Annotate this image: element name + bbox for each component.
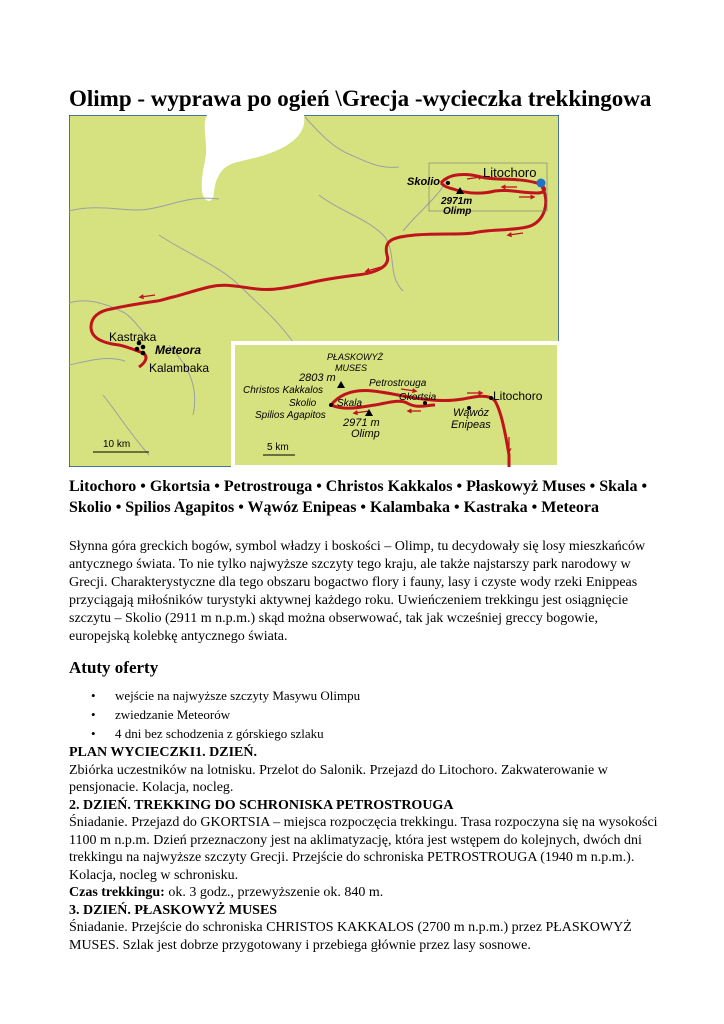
intro-paragraph: Słynna góra greckich bogów, symbol władzy i boskości – Olimp, tu decydowały się losy mieszkańców antycznego świata. To nie tylko najwyższe szczyty tego kraju, ale także najstarszy park narodowy w Grecji. Charakterystyczne dla tego obszaru bogactwo flory i fauny, lasy i czyste wody rzeki Enippeas przyciągają miłośników turystyki aktywnej każdego roku. Uwieńczeniem trekkingu jest osiągnięcie szczytu – Skolio (2911 m n.p.m.) skąd można obserwować, tak jak wcześniej greccy bogowie, europejską kolebkę antycznego świata.: [69, 539, 646, 644]
inset-label-olimp: Olimp: [351, 428, 380, 440]
inset-label-skolio: Skolio: [289, 398, 317, 409]
route-stops-heading: Litochoro • Gkortsia • Petrostrouga • Christos Kakkalos • Płaskowyż Muses • Skala • Skolio • Spilios Agapitos • Wąwóz Enipeas • Kalambaka • Kastraka • Meteora: [69, 478, 648, 516]
label-kalambaka: Kalambaka: [149, 361, 210, 375]
label-skolio: Skolio: [407, 176, 441, 188]
list-item: • zwiedzanie Meteorów: [91, 707, 231, 722]
skolio-dot: [446, 181, 450, 185]
inset-label-petrostrouga: Petrostrouga: [369, 378, 427, 389]
inset-map: [233, 343, 559, 467]
route-map: [69, 115, 559, 467]
scale-label-inset: 5 km: [267, 442, 289, 453]
day1-text: Zbiórka uczestników na lotnisku. Przelot do Salonik. Przejazd do Litochoro. Zakwaterowanie w pensjonacie. Kolacja, nocleg.: [69, 762, 608, 795]
day1-heading: PLAN WYCIECZKI1. DZIEŃ.: [69, 745, 257, 760]
inset-label-enipeas: Enipeas: [451, 419, 491, 431]
trip-plan: [69, 744, 659, 954]
label-litochoro: Litochoro: [483, 165, 537, 180]
inset-label-plaskowyz: PŁASKOWYŻ: [327, 352, 384, 362]
day3-heading: 3. DZIEŃ. PŁASKOWYŻ MUSES: [69, 902, 278, 918]
label-olimp: Olimp: [443, 206, 472, 217]
label-kastraka: Kastraka: [109, 330, 157, 344]
day2-time: [69, 884, 659, 902]
bullet-icon: •: [91, 688, 96, 703]
inset-label-spilios: Spilios Agapitos: [255, 410, 326, 421]
page-title: Olimp - wyprawa po ogień \Grecja -wycieczka trekkingowa: [69, 86, 652, 111]
day2-time-label: Czas trekkingu:: [69, 885, 165, 900]
bullet-icon: •: [91, 707, 96, 722]
list-item: • 4 dni bez schodzenia z górskiego szlaku: [91, 726, 324, 741]
inset-label-wawoz: Wąwóz: [453, 407, 490, 419]
label-meteora: Meteora: [155, 343, 202, 357]
inset-label-christos: Christos Kakkalos: [243, 385, 324, 396]
inset-label-gkortsia: Gkortsia: [399, 392, 437, 403]
inset-label-muses: MUSES: [335, 363, 368, 373]
route-map-svg: [69, 115, 559, 467]
day2-heading: 2. DZIEŃ. TREKKING DO SCHRONISKA PETROSTROUGA: [69, 797, 454, 813]
list-item: • wejście na najwyższe szczyty Masywu Olimpu: [91, 688, 361, 703]
day3-text: Śniadanie. Przejście do schroniska CHRISTOS KAKKALOS (2700 m n.p.m.) przez PŁASKOWYŻ MUSES. Szlak jest dobrze przygotowany i przebiega głównie przez lasy sosnowe.: [69, 920, 632, 953]
day2-text: Śniadanie. Przejazd do GKORTSIA – miejsca rozpoczęcia trekkingu. Trasa rozpoczyna się na wysokości 1100 m n.p.m. Dzień przeznaczony jest na aklimatyzację, która jest wstępem do kolejnych, dwóch dni trekkingu na najwyższe szczyty Grecji. Przejście do schroniska PETROSTROUGA (1940 m n.p.m.). Kolacja, nocleg w schronisku.: [69, 815, 658, 883]
inset-label-2803: 2803 m: [299, 372, 336, 384]
scale-label-main: 10 km: [103, 439, 131, 450]
day2-time-value: ok. 3 godz., przewyższenie ok. 840 m.: [164, 885, 384, 900]
inset-skolio-dot: [329, 403, 333, 407]
inset-label-litochoro: Litochoro: [493, 389, 543, 403]
perks-heading: Atuty oferty: [69, 658, 159, 677]
bullet-icon: •: [91, 726, 96, 741]
label-peak: 2971m: [441, 196, 473, 207]
inset-label-skala: Skala: [337, 398, 363, 409]
perks-list: [69, 686, 360, 743]
litochoro-marker: [537, 179, 546, 188]
inset-label-peak: 2971 m: [343, 417, 380, 429]
